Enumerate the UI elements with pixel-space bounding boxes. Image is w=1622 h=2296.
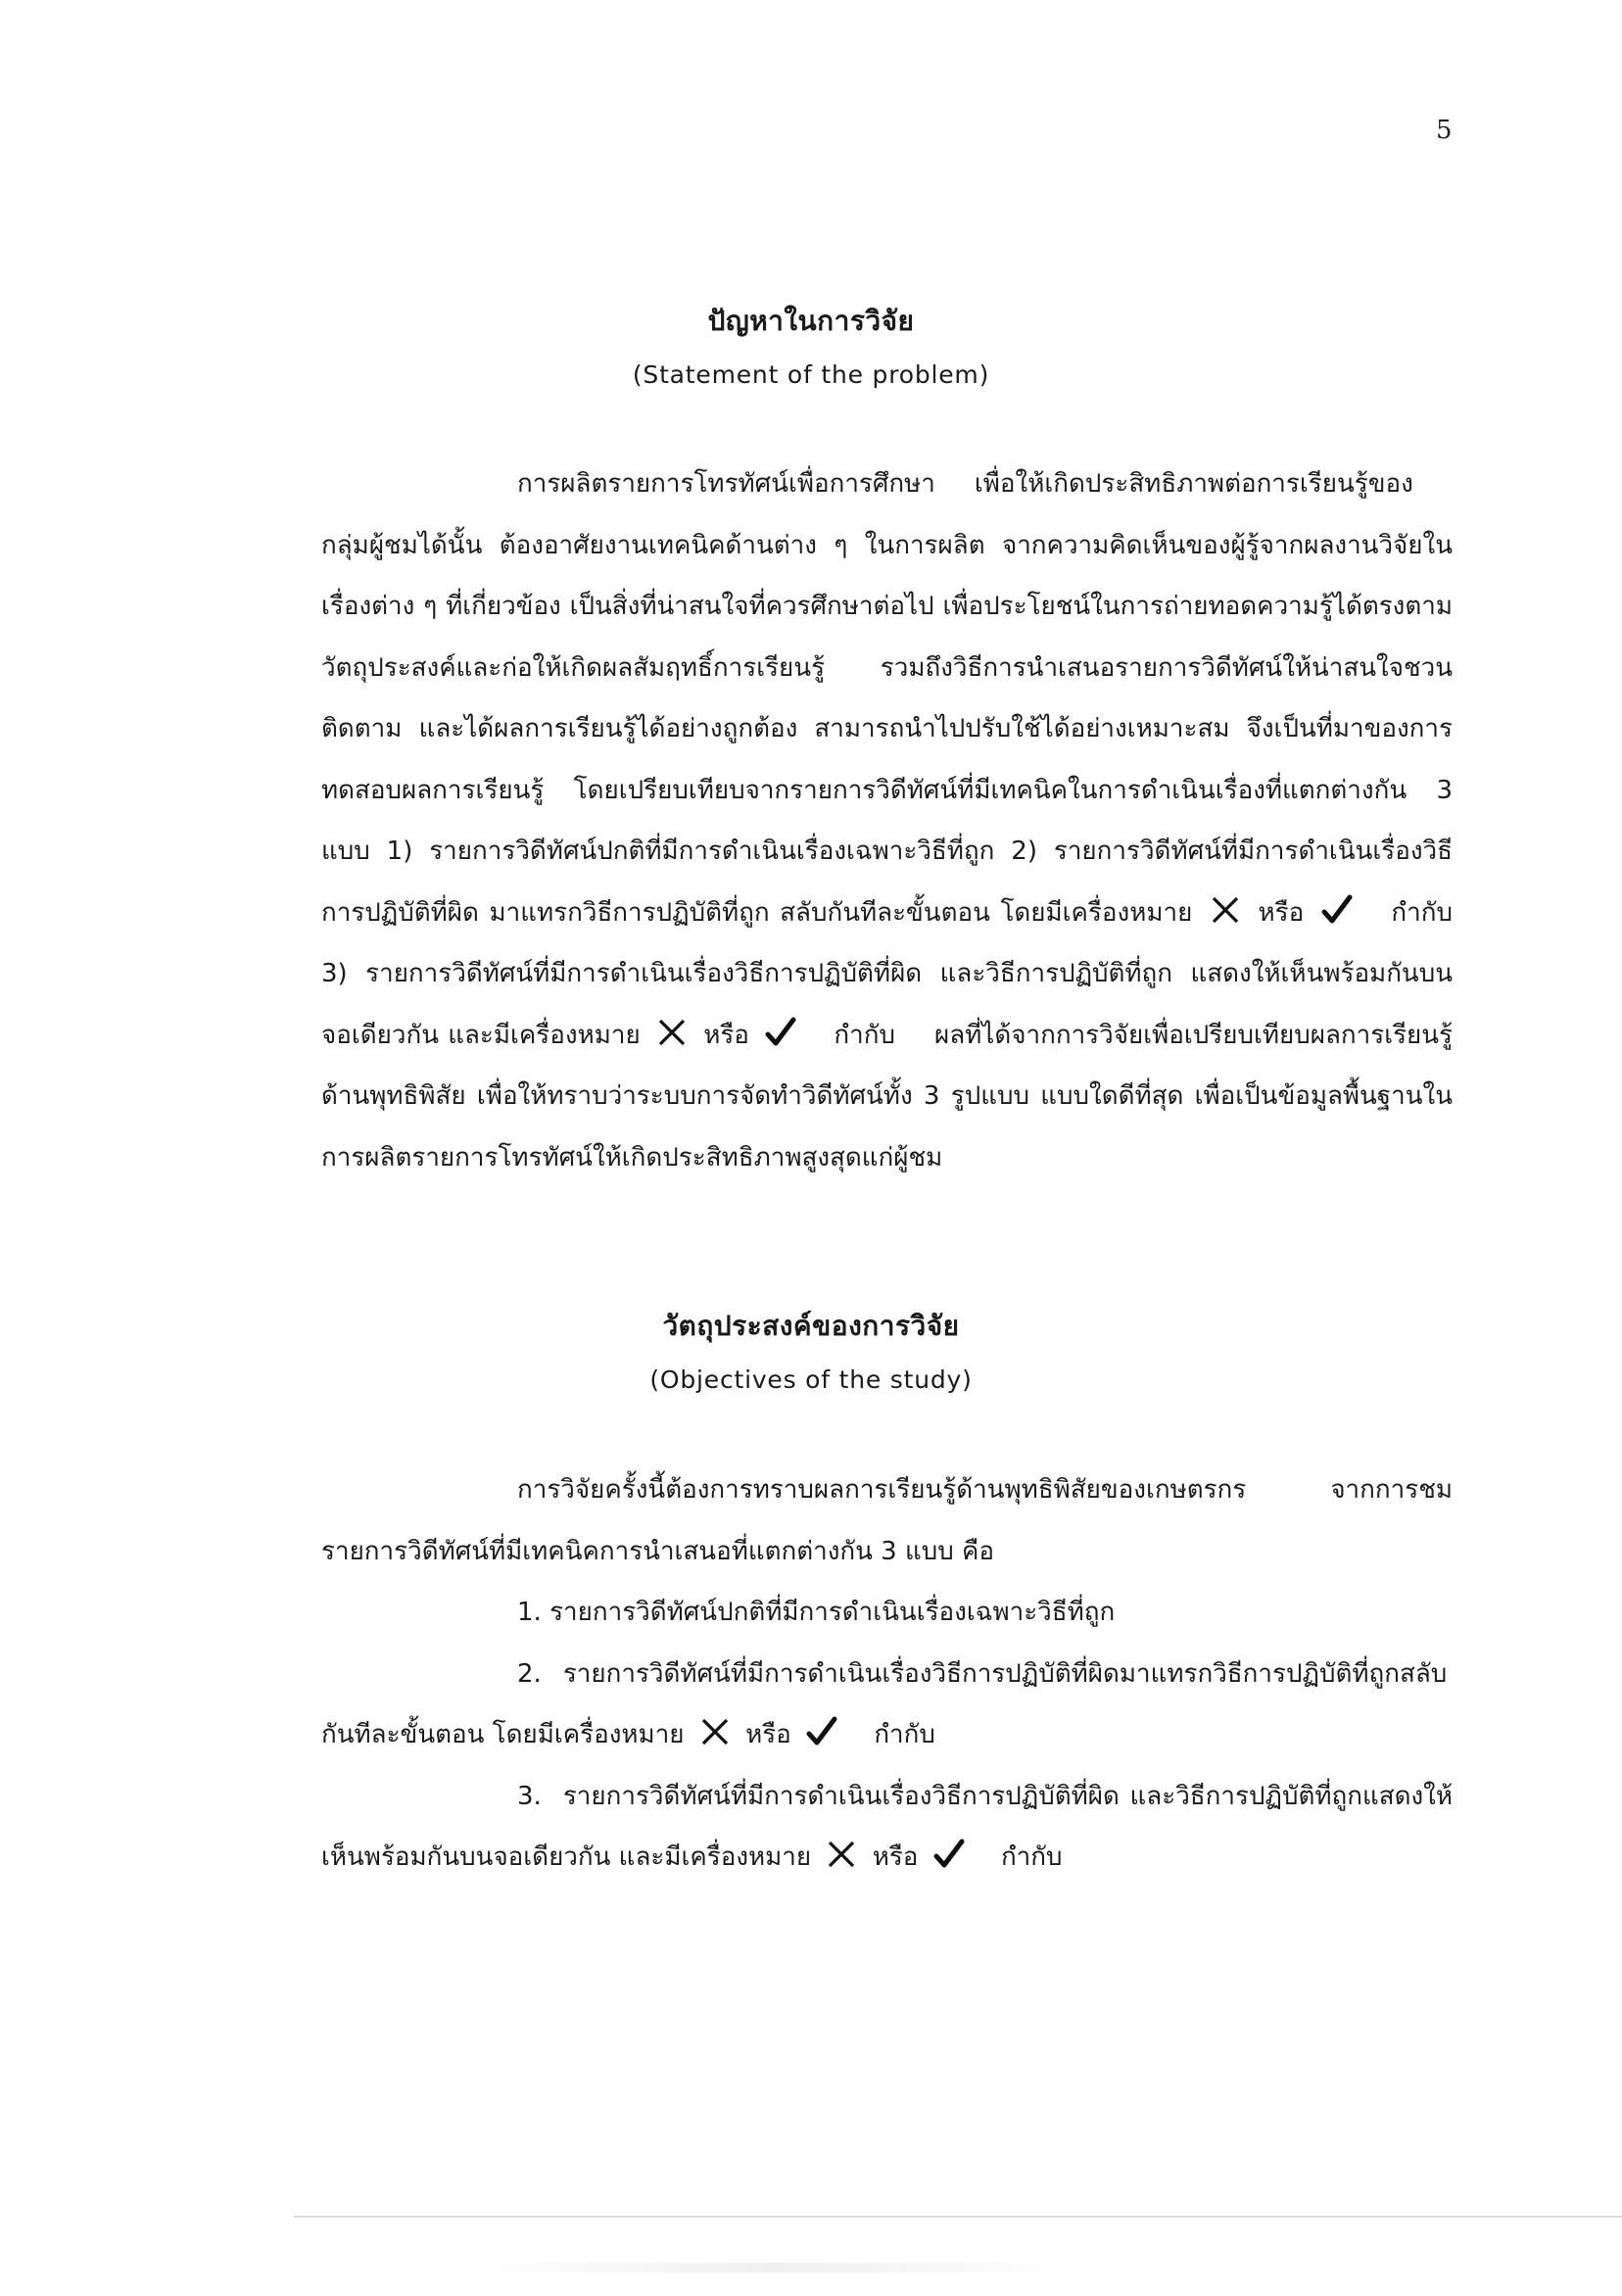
list-item-text: รายการวิดีทัศน์ที่มีการดำเนินเรื่องวิธีการปฏิบัติที่ผิดมาแทรกวิธีการปฏิบัติที่ถูกสลับกันทีละขั้นตอน โดยมีเครื่องหมาย [321,1658,1448,1749]
paragraph-text: การผลิตรายการโทรทัศน์เพื่อการศึกษา [517,469,935,499]
section1-title: ปัญหาในการวิจัย [707,305,915,337]
section2-intro [321,1459,1453,1582]
check-mark-icon [764,1016,797,1049]
objectives-list [321,1582,1453,1889]
paragraph-text: หรือ [1258,897,1305,928]
list-item [321,1644,1453,1766]
page-number: 5 [1436,116,1453,145]
paragraph-text: กำกับ [834,1020,895,1050]
list-item-number: 3. [517,1781,542,1811]
cross-mark-icon [825,1838,858,1871]
paragraph-text: การวิจัยครั้งนี้ต้องการทราบผลการเรียนรู้ด้านพุทธิพิสัยของเกษตรกร จากการชมรายการวิดีทัศน์ที่มีเทคนิคการนำเสนอที่แตกต่างกัน 3 แบบ คือ [321,1475,1453,1566]
list-item-text: 1. รายการวิดีทัศน์ปกติที่มีการดำเนินเรื่องเฉพาะวิธีที่ถูก [517,1598,1116,1627]
check-mark-icon [1320,893,1354,927]
check-mark-icon [805,1715,838,1748]
list-item-text: หรือ [872,1842,919,1872]
cross-mark-icon [698,1715,732,1748]
list-item-text: รายการวิดีทัศน์ที่มีการดำเนินเรื่องวิธีการปฏิบัติที่ผิด และวิธีการปฏิบัติที่ถูกแสดงให้เห็นพร้อมกันบนจอเดียวกัน และมีเครื่องหมาย [321,1781,1453,1872]
section1-paragraph [321,454,1453,1188]
section2-subtitle: (Objectives of the study) [649,1365,973,1394]
section1-subtitle: (Statement of the problem) [632,360,990,389]
paragraph-text: ผลที่ได้จากการวิจัยเพื่อเปรียบเทียบผลการเรียนรู้ด้านพุทธิพิสัย เพื่อให้ทราบว่าระบบการจัดทำวิดีทัศน์ทั้ง 3 รูปแบบ แบบใดดีที่สุด เพื่อเป็นข้อมูลพื้นฐานในการผลิตรายการโทรทัศน์ให้เกิดประสิทธิภาพสูงสุดแก่ผู้ชม [321,1020,1454,1172]
check-mark-icon [932,1838,966,1871]
list-item-text: หรือ [745,1720,791,1749]
cross-mark-icon [655,1016,689,1049]
cross-mark-icon [1209,893,1242,927]
list-item-number: 2. [517,1658,542,1689]
list-item [321,1582,1453,1644]
paragraph-text: หรือ [703,1020,749,1050]
scan-smudge [470,2263,1077,2272]
section2-title: วัตถุประสงค์ของการวิจัย [662,1310,960,1342]
list-item [321,1766,1453,1889]
list-item-text: กำกับ [1000,1842,1063,1872]
paragraph-text: เพื่อให้เกิดประสิทธิภาพต่อการเรียนรู้ของกลุ่มผู้ชมได้นั้น ต้องอาศัยงานเทคนิคด้านต่าง ๆ ในการผลิต จากความคิดเห็นของผู้รู้จากผลงานวิจัยในเรื่องต่าง ๆ ที่เกี่ยวข้อง เป็นสิ่งที่น่าสนใจที่ควรศึกษาต่อไป เพื่อประโยชน์ในการถ่ายทอดความรู้ได้ตรงตามวัตถุประสงค์และก่อให้เกิดผลสัมฤทธิ์การเรียนรู้ รวมถึงวิธีการนำเสนอรายการวิดีทัศน์ให้น่าสนใจชวนติดตาม และได้ผลการเรียนรู้ได้อย่างถูกต้อง สามารถนำไปปรับใช้ได้อย่างเหมาะสม จึงเป็นที่มาของการทดสอบผลการเรียนรู้ โดยเปรียบเทียบจากรายการวิดีทัศน์ที่มีเทคนิคในการดำเนินเรื่องที่แตกต่างกัน 3 แบบ 1) รายการวิดีทัศน์ปกติที่มีการดำเนินเรื่องเฉพาะวิธีที่ถูก 2) รายการวิดีทัศน์ที่มีการดำเนินเรื่องวิธีการปฏิบัติที่ผิด มาแทรกวิธีการปฏิบัติที่ถูก สลับกันทีละขั้นตอน โดยมีเครื่องหมาย [321,469,1453,928]
paragraph-text: กำกับ 3) รายการวิดีทัศน์ที่มีการดำเนินเรื่องวิธีการปฏิบัติที่ผิด และวิธีการปฏิบัติที่ถูก แสดงให้เห็นพร้อมกันบนจอเดียวกัน และมีเครื่องหมาย [321,897,1454,1050]
list-item-text: กำกับ [874,1720,935,1749]
scan-edge-line [294,2216,1622,2218]
